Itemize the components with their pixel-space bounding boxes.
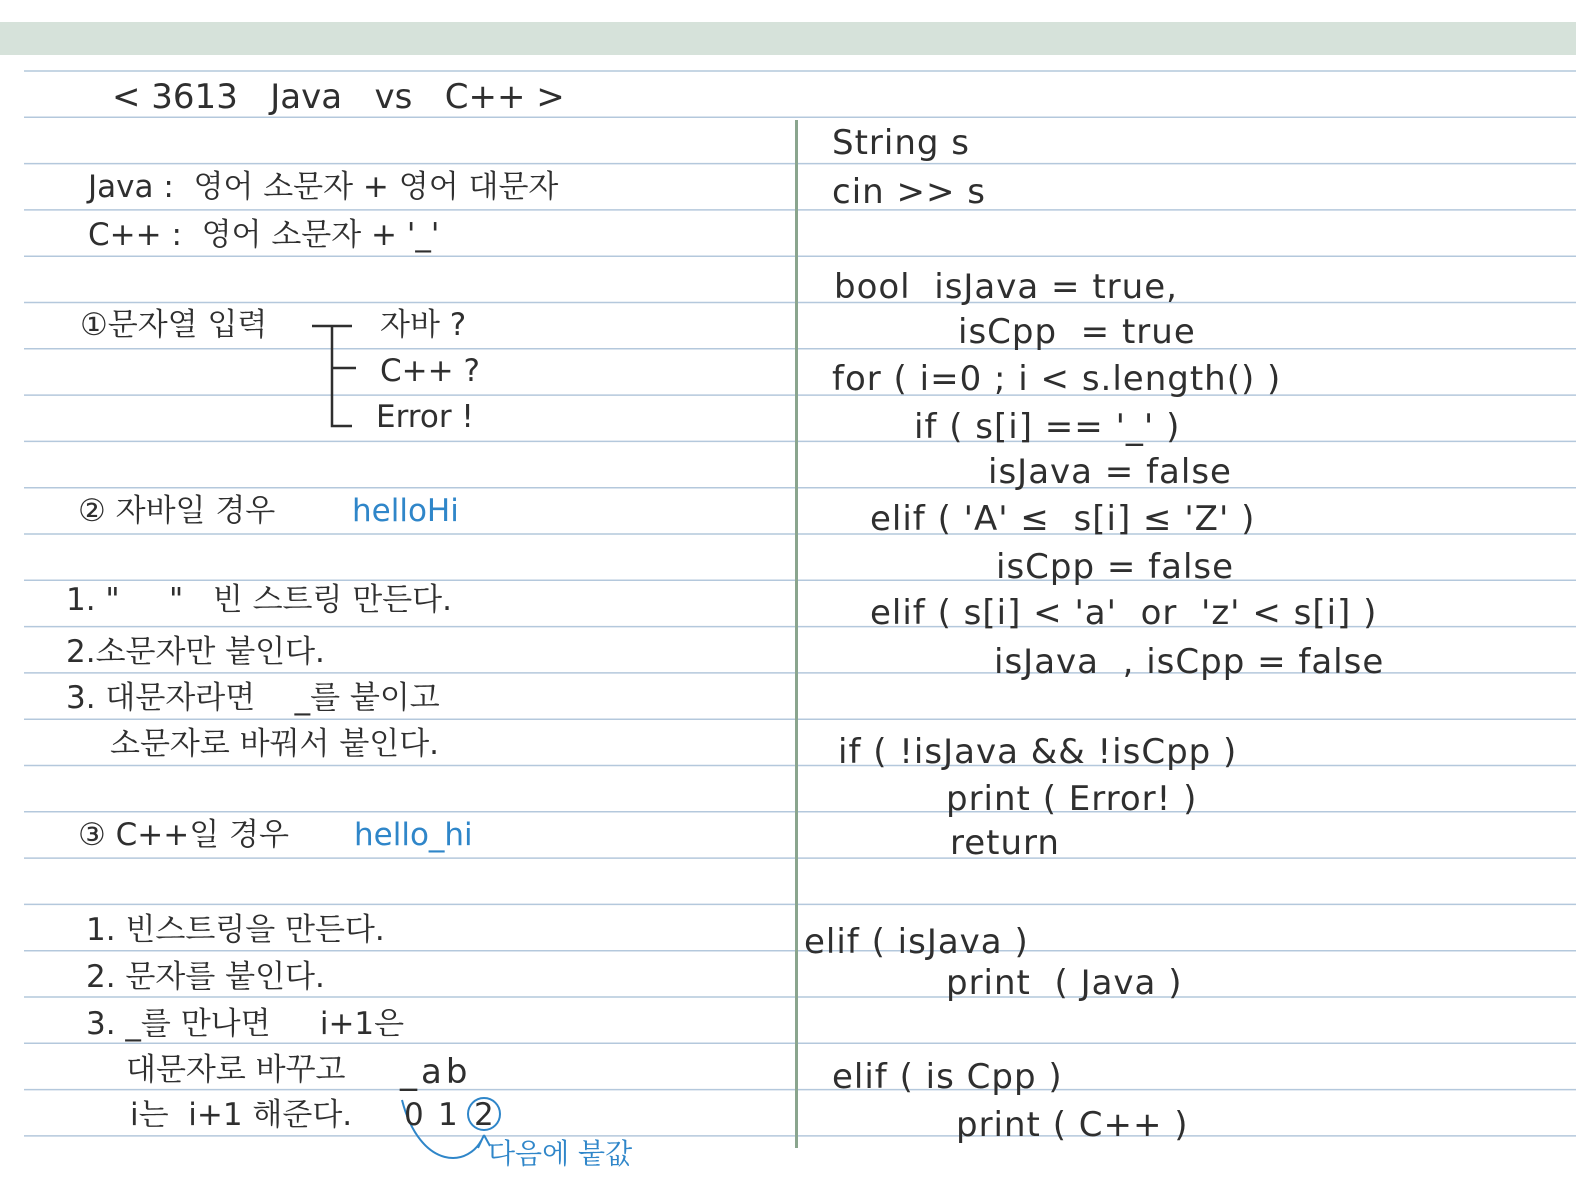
code-line-15: elif ( isJava ) [804, 922, 1029, 962]
step2-line-1: 1. " " 빈 스트링 만든다. [66, 582, 452, 618]
step2-line-2: 2.소문자만 붙인다. [66, 634, 325, 670]
next-value-annotation: 다음에 붙값 [488, 1137, 633, 1170]
code-line-8: elif ( 'A' ≤ s[i] ≤ 'Z' ) [870, 499, 1256, 539]
code-line-16: print ( Java ) [946, 963, 1183, 1003]
code-line-14: return [950, 823, 1060, 863]
code-line-9: isCpp = false [996, 547, 1235, 587]
code-line-4: isCpp = true [958, 312, 1196, 352]
sample-index-2: 2 [474, 1097, 494, 1133]
code-line-3: bool isJava = true, [834, 267, 1178, 307]
step2-line-3: 3. 대문자라면 _를 붙이고 [66, 680, 440, 716]
step1-label: ①문자열 입력 [80, 307, 268, 343]
step3-line-1: 1. 빈스트링을 만든다. [86, 912, 385, 948]
branch-java: 자바 ? [380, 307, 467, 343]
code-line-11: isJava , isCpp = false [994, 642, 1385, 682]
code-line-6: if ( s[i] == '_' ) [914, 407, 1181, 447]
branch-error: Error ! [376, 399, 474, 435]
step3-line-3: 3. _를 만나면 i+1은 [86, 1006, 405, 1042]
code-line-18: print ( C++ ) [956, 1105, 1189, 1145]
step3-line-2: 2. 문자를 붙인다. [86, 959, 325, 995]
sample-index-0: 0 [404, 1097, 424, 1133]
code-line-1: String s [832, 123, 970, 163]
step2-example: helloHi [352, 493, 459, 529]
code-line-12: if ( !isJava && !isCpp ) [838, 732, 1238, 772]
code-line-13: print ( Error! ) [946, 779, 1198, 819]
cpp-rule: C++ : 영어 소문자 + '_' [88, 217, 440, 253]
step3-line-4: 대문자로 바꾸고 [126, 1052, 346, 1088]
step3-example: hello_hi [354, 817, 473, 853]
step3-line-5: i는 i+1 해준다. [130, 1097, 353, 1133]
code-line-17: elif ( is Cpp ) [832, 1057, 1063, 1097]
code-line-2: cin >> s [832, 172, 986, 212]
column-divider [795, 120, 798, 1148]
page-title: < 3613 Java vs C++ > [112, 77, 565, 117]
code-line-10: elif ( s[i] < 'a' or 'z' < s[i] ) [870, 593, 1378, 633]
step3-heading: ③ C++일 경우 [78, 817, 289, 853]
code-line-7: isJava = false [988, 452, 1232, 492]
step2-heading: ② 자바일 경우 [78, 493, 276, 529]
code-line-5: for ( i=0 ; i < s.length() ) [832, 359, 1282, 399]
branch-cpp: C++ ? [380, 353, 480, 389]
sample-chars: _ab [400, 1052, 472, 1092]
sample-index-1: 1 [438, 1097, 458, 1133]
step2-line-4: 소문자로 바꿔서 붙인다. [110, 726, 440, 762]
java-rule: Java : 영어 소문자 + 영어 대문자 [88, 169, 559, 205]
